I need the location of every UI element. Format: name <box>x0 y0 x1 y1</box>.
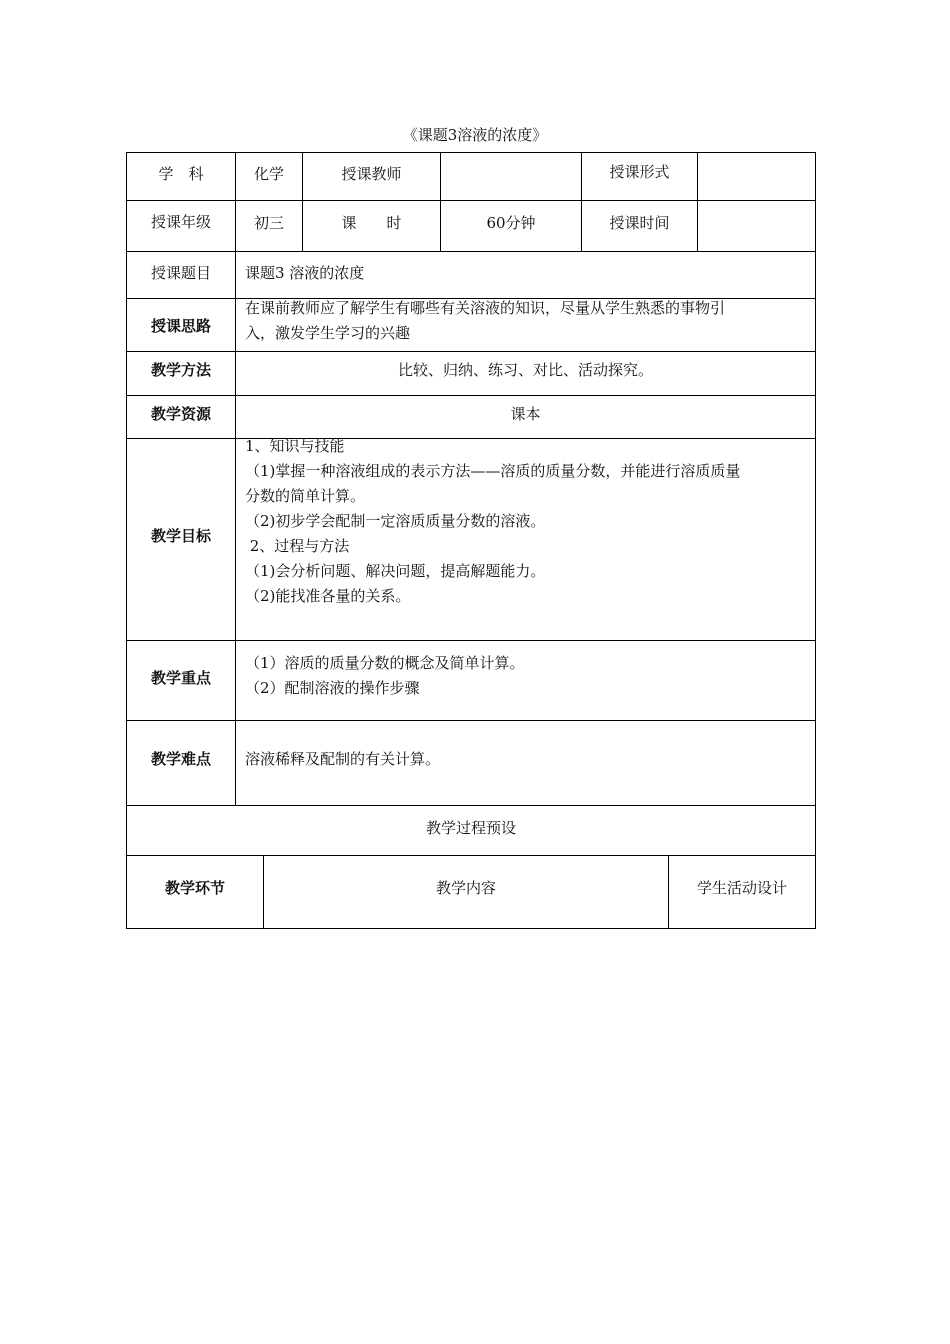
grade-label: 授课年级 <box>150 212 211 231</box>
goals-line: 2、过程与方法 <box>245 537 350 555</box>
teacher-label: 授课教师 <box>341 164 402 183</box>
form-label: 授课形式 <box>609 162 670 181</box>
goals-line: （2)能找准各量的关系。 <box>245 587 411 605</box>
subject-label: 学 科 <box>158 164 204 183</box>
period-label: 课 时 <box>341 213 402 232</box>
resource-label: 教学资源 <box>150 404 211 423</box>
lesson-plan-table <box>126 152 816 929</box>
key-points-line: （1）溶质的质量分数的概念及简单计算。 <box>245 654 525 672</box>
method-value: 比较、归纳、练习、对比、活动探究。 <box>397 360 653 379</box>
teacher-value <box>441 153 581 193</box>
approach-text <box>245 296 815 346</box>
topic-value: 课题3 溶液的浓度 <box>245 263 365 282</box>
approach-line: 在课前教师应了解学生有哪些有关溶液的知识，尽量从学生熟悉的事物引 <box>245 299 726 317</box>
form-value <box>698 153 815 193</box>
approach-line: 入，激发学生学习的兴趣 <box>245 324 411 342</box>
goals-line: （2)初步学会配制一定溶质质量分数的溶液。 <box>245 512 546 530</box>
method-label: 教学方法 <box>150 360 211 379</box>
goals-label: 教学目标 <box>150 526 211 545</box>
subject-value: 化学 <box>253 164 284 183</box>
period-value: 60分钟 <box>486 213 536 232</box>
goals-line: 分数的简单计算。 <box>245 487 366 505</box>
key-points-label: 教学重点 <box>150 668 211 687</box>
topic-label: 授课题目 <box>150 263 211 282</box>
resource-value: 课本 <box>510 404 541 423</box>
difficulty-value: 溶液稀释及配制的有关计算。 <box>245 750 441 768</box>
process-heading: 教学过程预设 <box>425 818 516 837</box>
process-col-stage: 教学环节 <box>164 878 225 897</box>
difficulty-label: 教学难点 <box>150 750 211 768</box>
goals-line: （1)掌握一种溶液组成的表示方法——溶质的质量分数，并能进行溶质质量 <box>245 462 741 480</box>
goals-text <box>245 434 815 609</box>
process-col-content: 教学内容 <box>435 878 496 897</box>
key-points-line: （2）配制溶液的操作步骤 <box>245 679 420 697</box>
goals-line: 1、知识与技能 <box>245 437 345 455</box>
document-title: 《课题3溶液的浓度》 <box>402 126 548 144</box>
time-value <box>698 201 815 243</box>
key-points-text <box>245 651 815 701</box>
process-col-activity: 学生活动设计 <box>696 878 787 897</box>
grade-value: 初三 <box>253 213 284 232</box>
approach-label: 授课思路 <box>150 316 211 335</box>
time-label: 授课时间 <box>609 213 670 232</box>
goals-line: （1)会分析问题、解决问题，提高解题能力。 <box>245 562 546 580</box>
